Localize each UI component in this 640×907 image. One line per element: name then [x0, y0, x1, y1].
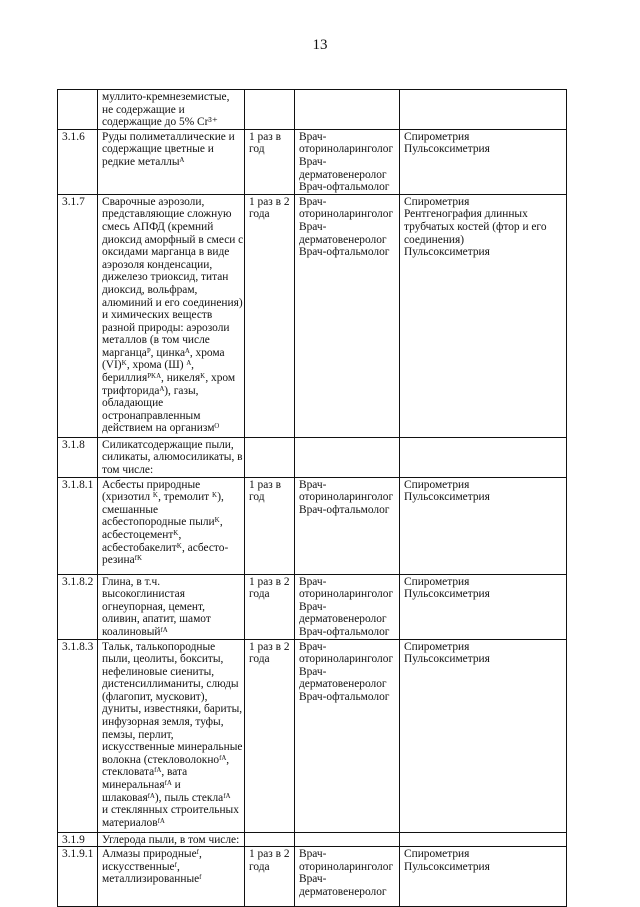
row-code-cell: [58, 437, 98, 477]
harmful-factor-line: диоксид аморфный в смеси с: [102, 233, 244, 246]
exam-frequency-line: 1 раз в 2: [249, 640, 290, 653]
doctor-specialists-line: Врач-: [299, 220, 327, 233]
row-code-cell: [58, 847, 98, 907]
lab-tests-cell: [400, 832, 567, 847]
lab-tests-line: Спирометрия: [404, 130, 470, 143]
doctor-specialists-line: Врач-: [299, 600, 327, 613]
exam-frequency-line: 1 раз в 2: [249, 195, 290, 208]
lab-tests-line: трубчатых костей (фтор и его: [404, 220, 547, 233]
harmful-factor-line: диоксид, вольфрам,: [102, 283, 198, 296]
exam-frequency-line: 1 раз в: [249, 130, 282, 143]
table-row: [58, 129, 567, 194]
harmful-factor-cell: [98, 832, 245, 847]
lab-tests-cell: [400, 129, 567, 194]
exam-frequency-line: год: [249, 491, 265, 504]
harmful-factor-line: резинаᶠᴷ: [102, 554, 143, 567]
harmful-factor-cell: [98, 90, 245, 130]
harmful-factor-line: стекловатаᶠᴬ, вата: [102, 766, 188, 779]
lab-tests-line: Пульсоксиметрия: [404, 143, 490, 156]
lab-tests-cell: [400, 194, 567, 437]
harmful-factor-cell: [98, 847, 245, 907]
doctor-specialists-line: дерматовенеролог: [299, 885, 387, 898]
doctor-specialists-cell: [295, 477, 400, 574]
row-code-cell: [58, 129, 98, 194]
row-code-cell: [58, 639, 98, 832]
doctor-specialists-cell: [295, 129, 400, 194]
doctor-specialists-cell: [295, 832, 400, 847]
lab-tests-line: Рентгенография длинных: [404, 208, 528, 221]
harmful-factor-line: металлизированныеᶠ: [102, 873, 202, 886]
doctor-specialists-line: оториноларинголог: [299, 860, 394, 873]
row-code-cell: [58, 574, 98, 639]
harmful-factor-line: искусственные минеральные: [102, 741, 243, 754]
exam-frequency-line: год: [249, 143, 265, 156]
lab-tests-line: Пульсоксиметрия: [404, 653, 490, 666]
lab-tests-line: Спирометрия: [404, 848, 470, 861]
harmful-factor-line: и стеклянных строительных: [102, 804, 239, 817]
harmful-factor-line: пемзы, перлит,: [102, 728, 174, 741]
doctor-specialists-line: Врач-: [299, 155, 327, 168]
exam-frequency-cell: [245, 477, 295, 574]
harmful-factor-line: содержащие цветные и: [102, 143, 214, 156]
lab-tests-cell: [400, 847, 567, 907]
doctor-specialists-line: оториноларинголог: [299, 491, 394, 504]
table-row: [58, 847, 567, 907]
lab-tests-cell: [400, 574, 567, 639]
exam-frequency-cell: [245, 832, 295, 847]
exam-frequency-cell: [245, 90, 295, 130]
doctor-specialists-line: оториноларинголог: [299, 208, 394, 221]
doctor-specialists-line: Врач-: [299, 665, 327, 678]
row-code-cell: [58, 194, 98, 437]
table-row: [58, 477, 567, 574]
exam-frequency-line: года: [249, 860, 270, 873]
page-number: 13: [312, 37, 328, 53]
harmful-factor-line: материаловᶠᴬ: [102, 816, 165, 829]
harmful-factor-line: волокна (стекловолокноᶠᴬ,: [102, 753, 230, 766]
doctor-specialists-line: дерматовенеролог: [299, 678, 387, 691]
exam-frequency-line: 1 раз в 2: [249, 575, 290, 588]
harmful-factor-line: Руды полиметаллические и: [102, 130, 235, 143]
doctor-specialists-line: оториноларинголог: [299, 143, 394, 156]
lab-tests-cell: [400, 477, 567, 574]
doctor-specialists-line: дерматовенеролог: [299, 168, 387, 181]
doctor-specialists-line: Врач-: [299, 478, 327, 491]
lab-tests-cell: [400, 437, 567, 477]
lab-tests-line: Спирометрия: [404, 195, 470, 208]
doctor-specialists-line: Врач-: [299, 873, 327, 886]
harmful-factor-line: не содержащие и: [102, 103, 185, 116]
doctor-specialists-line: дерматовенеролог: [299, 613, 387, 626]
doctor-specialists-line: Врач-офтальмолог: [299, 690, 390, 703]
harmful-factor-line: асбестобакелитᴷ, асбесто-: [102, 541, 229, 554]
table-row: [58, 574, 567, 639]
doctor-specialists-cell: [295, 90, 400, 130]
doctor-specialists-line: Врач-: [299, 848, 327, 861]
harmful-factor-line: пыли, цеолиты, бокситы,: [102, 653, 224, 666]
harmful-factor-line: представляющие сложную: [102, 208, 232, 221]
harmful-factor-line: смешанные: [102, 503, 159, 516]
row-code: 3.1.7: [62, 195, 85, 208]
doctor-specialists-cell: [295, 574, 400, 639]
doctor-specialists-line: Врач-офтальмолог: [299, 503, 390, 516]
harmful-factor-line: инфузорная земля, туфы,: [102, 716, 224, 729]
exam-frequency-cell: [245, 194, 295, 437]
harmful-factor-cell: [98, 194, 245, 437]
harmful-factor-line: нефелиновые сиениты,: [102, 665, 215, 678]
exam-frequency-line: 1 раз в: [249, 478, 282, 491]
table-body: [58, 90, 567, 907]
table-row: [58, 437, 567, 477]
doctor-specialists-line: Врач-: [299, 130, 327, 143]
lab-tests-line: Пульсоксиметрия: [404, 588, 490, 601]
harmful-factor-line: (VI)ᴷ, хрома (Ш) ᴬ,: [102, 359, 194, 372]
harmful-factor-line: высокоглинистая: [102, 588, 185, 601]
harmful-factor-line: редкие металлыᴬ: [102, 155, 185, 168]
exam-frequency-cell: [245, 847, 295, 907]
row-code-cell: [58, 832, 98, 847]
harmful-factor-line: коалиновыйᶠᴬ: [102, 625, 168, 638]
harmful-factor-line: муллито-кремнеземистые,: [102, 91, 230, 103]
harmful-factor-line: (хризотил ᴷ, тремолит ᴷ),: [102, 491, 224, 504]
doctor-specialists-line: Врач-: [299, 195, 327, 208]
doctor-specialists-line: Врач-: [299, 640, 327, 653]
exam-frequency-line: года: [249, 588, 270, 601]
lab-tests-line: Пульсоксиметрия: [404, 246, 490, 259]
exam-frequency-cell: [245, 639, 295, 832]
harmful-factor-line: Сварочные аэрозоли,: [102, 195, 205, 208]
harmful-factor-line: алюминий и его соединения): [102, 296, 243, 309]
row-code: 3.1.8.1: [62, 478, 94, 491]
harmful-factor-line: содержащие до 5% Cr³⁺: [102, 116, 218, 129]
exam-frequency-line: года: [249, 653, 270, 666]
harmful-factor-line: бериллияᴾᴷᴬ, никеляᴷ, хром: [102, 372, 236, 385]
table-row: [58, 832, 567, 847]
harmful-factor-cell: [98, 129, 245, 194]
harmful-factor-line: трифторидаᴬ), газы,: [102, 384, 199, 397]
doctor-specialists-line: Врач-: [299, 575, 327, 588]
row-code: 3.1.8: [62, 438, 85, 451]
harmful-factor-line: шлаковаяᶠᴬ), пыль стеклаᶠᴬ: [102, 791, 231, 804]
harmful-factor-line: асбестопородные пылиᴷ,: [102, 516, 223, 529]
exam-frequency-line: года: [249, 208, 270, 221]
harmful-factor-line: смесь АПФД (кремний: [102, 220, 214, 233]
row-code: 3.1.8.3: [62, 640, 94, 653]
doctor-specialists-line: Врач-офтальмолог: [299, 625, 390, 638]
harmful-factor-line: аэрозоля конденсации,: [102, 258, 213, 271]
lab-tests-line: Пульсоксиметрия: [404, 860, 490, 873]
row-code: 3.1.9: [62, 833, 85, 846]
lab-tests-line: Пульсоксиметрия: [404, 491, 490, 504]
lab-tests-line: Спирометрия: [404, 575, 470, 588]
table-row: [58, 194, 567, 437]
exam-frequency-cell: [245, 574, 295, 639]
harmful-factor-line: том числе:: [102, 463, 154, 476]
harmful-factor-line: Глина, в т.ч.: [102, 575, 161, 588]
table-row: [58, 90, 567, 130]
harmful-factor-cell: [98, 639, 245, 832]
harmful-factor-cell: [98, 437, 245, 477]
row-code: 3.1.6: [62, 130, 85, 143]
harmful-factor-line: (флагопит, мусковит),: [102, 690, 208, 703]
harmful-factor-line: дистенсиллиманиты, слюды: [102, 678, 239, 691]
harmful-factor-line: Углерода пыли, в том числе:: [102, 833, 240, 846]
table-row: [58, 639, 567, 832]
harmful-factor-line: и химических веществ: [102, 309, 213, 322]
harmful-factor-line: Асбесты природные: [102, 478, 201, 491]
exam-frequency-line: 1 раз в 2: [249, 848, 290, 861]
exam-frequency-cell: [245, 129, 295, 194]
doctor-specialists-cell: [295, 639, 400, 832]
row-code-cell: [58, 477, 98, 574]
harmful-factor-line: Силикатсодержащие пыли,: [102, 438, 234, 451]
doctor-specialists-line: оториноларинголог: [299, 653, 394, 666]
harmful-factor-cell: [98, 574, 245, 639]
harmful-factor-line: оливин, апатит, шамот: [102, 613, 211, 626]
doctor-specialists-line: оториноларинголог: [299, 588, 394, 601]
harmful-factor-cell: [98, 477, 245, 574]
harmful-factor-line: действием на организмᴼ: [102, 422, 220, 435]
harmful-factor-line: разной природы: аэрозоли: [102, 321, 230, 334]
harmful-factor-line: дуниты, известняки, бариты,: [102, 703, 243, 716]
row-code: 3.1.9.1: [62, 848, 94, 861]
harmful-factor-line: силикаты, алюмосиликаты, в: [102, 451, 243, 464]
harmful-factor-line: огнеупорная, цемент,: [102, 600, 205, 613]
harmful-factor-line: металлов (в том числе: [102, 334, 210, 347]
exam-frequency-cell: [245, 437, 295, 477]
row-code: 3.1.8.2: [62, 575, 94, 588]
lab-tests-line: Спирометрия: [404, 640, 470, 653]
lab-tests-line: Спирометрия: [404, 478, 470, 491]
harmful-factor-line: искусственныеᶠ,: [102, 860, 180, 873]
harmful-factor-line: остронаправленным: [102, 409, 201, 422]
harmful-factor-line: марганцаᴾ, цинкаᴬ, хрома: [102, 346, 225, 359]
harmful-factor-line: Тальк, талькопородные: [102, 640, 216, 653]
harmful-factor-line: Алмазы природныеᶠ,: [102, 848, 202, 861]
doctor-specialists-cell: [295, 847, 400, 907]
harmful-factor-line: дижелезо триоксид, титан: [102, 271, 229, 284]
hazard-examination-table: [57, 89, 567, 907]
harmful-factor-line: оксидами марганца в виде: [102, 246, 230, 259]
harmful-factor-line: минеральнаяᶠᴬ и: [102, 779, 181, 792]
lab-tests-cell: [400, 90, 567, 130]
harmful-factor-line: асбестоцементᴷ,: [102, 528, 182, 541]
lab-tests-line: соединения): [404, 233, 465, 246]
doctor-specialists-line: Врач-офтальмолог: [299, 181, 390, 194]
doctor-specialists-cell: [295, 194, 400, 437]
harmful-factor-line: обладающие: [102, 397, 164, 410]
row-code-cell: [58, 90, 98, 130]
lab-tests-cell: [400, 639, 567, 832]
doctor-specialists-cell: [295, 437, 400, 477]
doctor-specialists-line: Врач-офтальмолог: [299, 246, 390, 259]
doctor-specialists-line: дерматовенеролог: [299, 233, 387, 246]
